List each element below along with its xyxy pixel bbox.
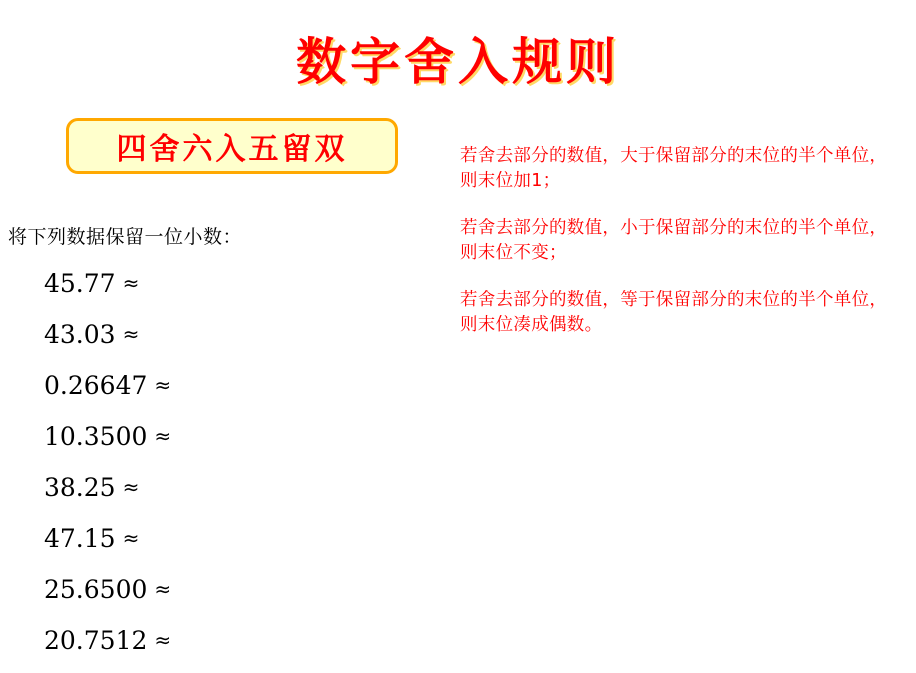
approx-symbol: ≈ (154, 628, 172, 652)
rule-callout-box (66, 118, 398, 174)
page-title: 数字舍入规则 (296, 33, 620, 91)
list-item (44, 564, 404, 615)
approx-symbol: ≈ (154, 424, 172, 448)
number-value: 43.03 (44, 320, 116, 349)
approx-symbol: ≈ (154, 373, 172, 397)
list-item (44, 309, 404, 360)
list-item (44, 615, 404, 666)
approx-symbol: ≈ (154, 577, 172, 601)
approx-symbol: ≈ (122, 271, 140, 295)
number-value: 10.3500 (44, 422, 148, 451)
number-value: 47.15 (44, 524, 116, 553)
number-value: 0.26647 (44, 371, 148, 400)
number-value: 20.7512 (44, 626, 148, 655)
list-item (44, 513, 404, 564)
instruction-text: 将下列数据保留一位小数： (8, 226, 243, 248)
note-item: 若舍去部分的数值，等于保留部分的末位的半个单位，则末位凑成偶数。 (460, 290, 888, 335)
list-item (44, 411, 404, 462)
list-item (44, 462, 404, 513)
list-item (44, 258, 404, 309)
note-item: 若舍去部分的数值，大于保留部分的末位的半个单位，则末位加1； (460, 146, 888, 191)
approx-symbol: ≈ (122, 475, 140, 499)
rule-callout-label: 四舍六入五留双 (116, 132, 348, 167)
number-list (44, 258, 404, 666)
approx-symbol: ≈ (122, 322, 140, 346)
notes-block (460, 144, 900, 360)
list-item (44, 360, 404, 411)
number-value: 25.6500 (44, 575, 148, 604)
number-value: 38.25 (44, 473, 116, 502)
approx-symbol: ≈ (122, 526, 140, 550)
note-item: 若舍去部分的数值，小于保留部分的末位的半个单位，则末位不变； (460, 218, 888, 263)
number-value: 45.77 (44, 269, 116, 298)
